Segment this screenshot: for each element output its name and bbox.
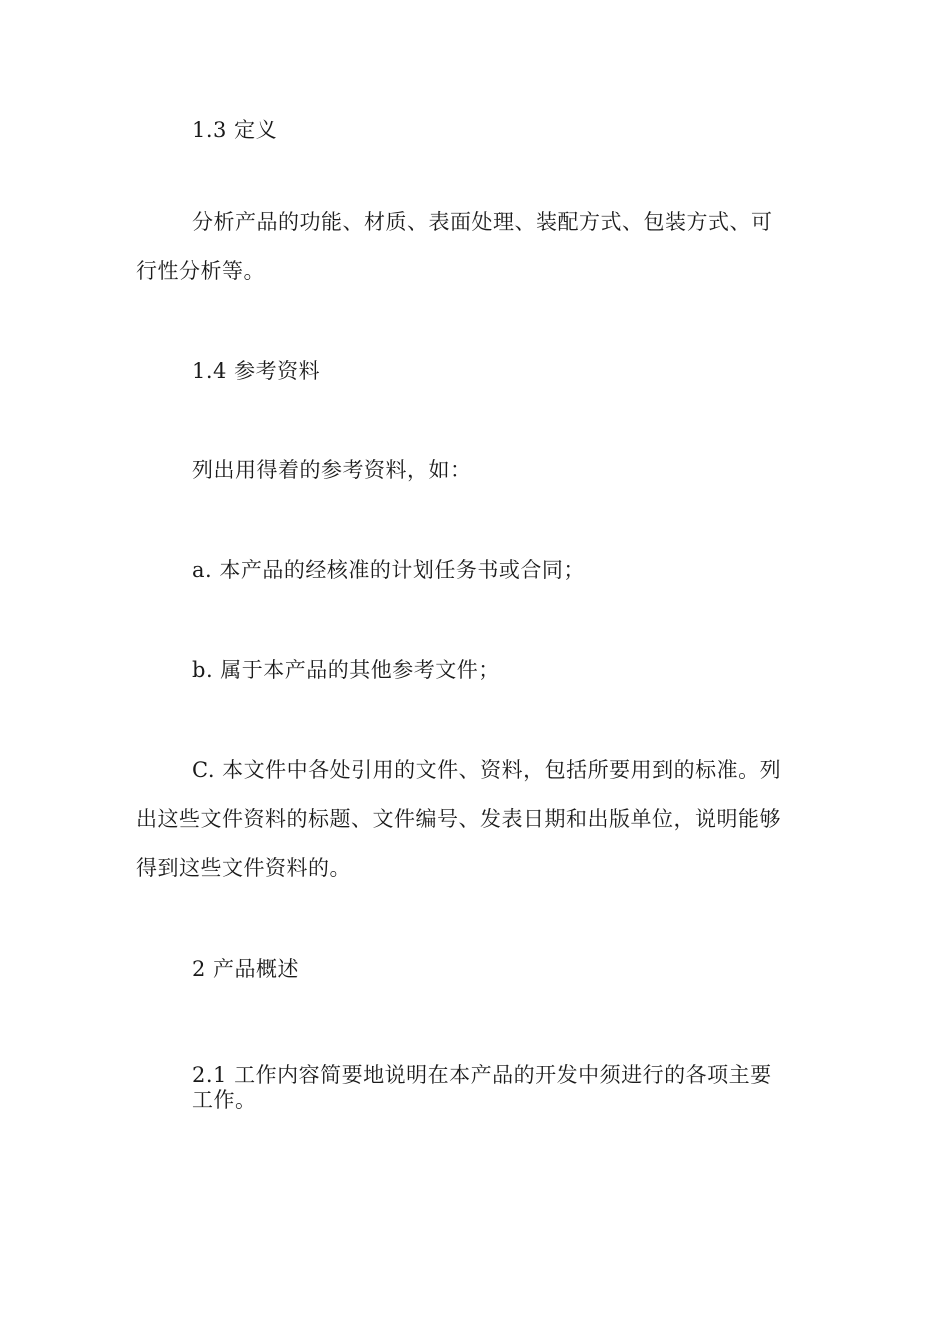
section-heading-1-3: 1.3 定义 <box>192 118 278 142</box>
list-item-a: a. 本产品的经核准的计划任务书或合同； <box>192 558 585 582</box>
paragraph-definition-line-1: 分析产品的功能、材质、表面处理、装配方式、包装方式、可 <box>192 210 773 234</box>
list-item-c-line-1: C. 本文件中各处引用的文件、资料，包括所要用到的标准。列 <box>192 758 782 782</box>
section-heading-2: 2 产品概述 <box>192 957 300 981</box>
paragraph-references-intro: 列出用得着的参考资料，如： <box>192 458 472 482</box>
list-item-b: b. 属于本产品的其他参考文件； <box>192 658 500 682</box>
paragraph-2-1-line-2: 工作。 <box>192 1088 257 1112</box>
section-heading-1-4: 1.4 参考资料 <box>192 359 321 383</box>
list-item-c-line-2: 出这些文件资料的标题、文件编号、发表日期和出版单位，说明能够 <box>136 807 781 831</box>
list-item-c-line-3: 得到这些文件资料的。 <box>136 856 351 880</box>
paragraph-2-1-line-1: 2.1 工作内容简要地说明在本产品的开发中须进行的各项主要 <box>192 1063 772 1087</box>
paragraph-definition-line-2: 行性分析等。 <box>136 259 265 283</box>
